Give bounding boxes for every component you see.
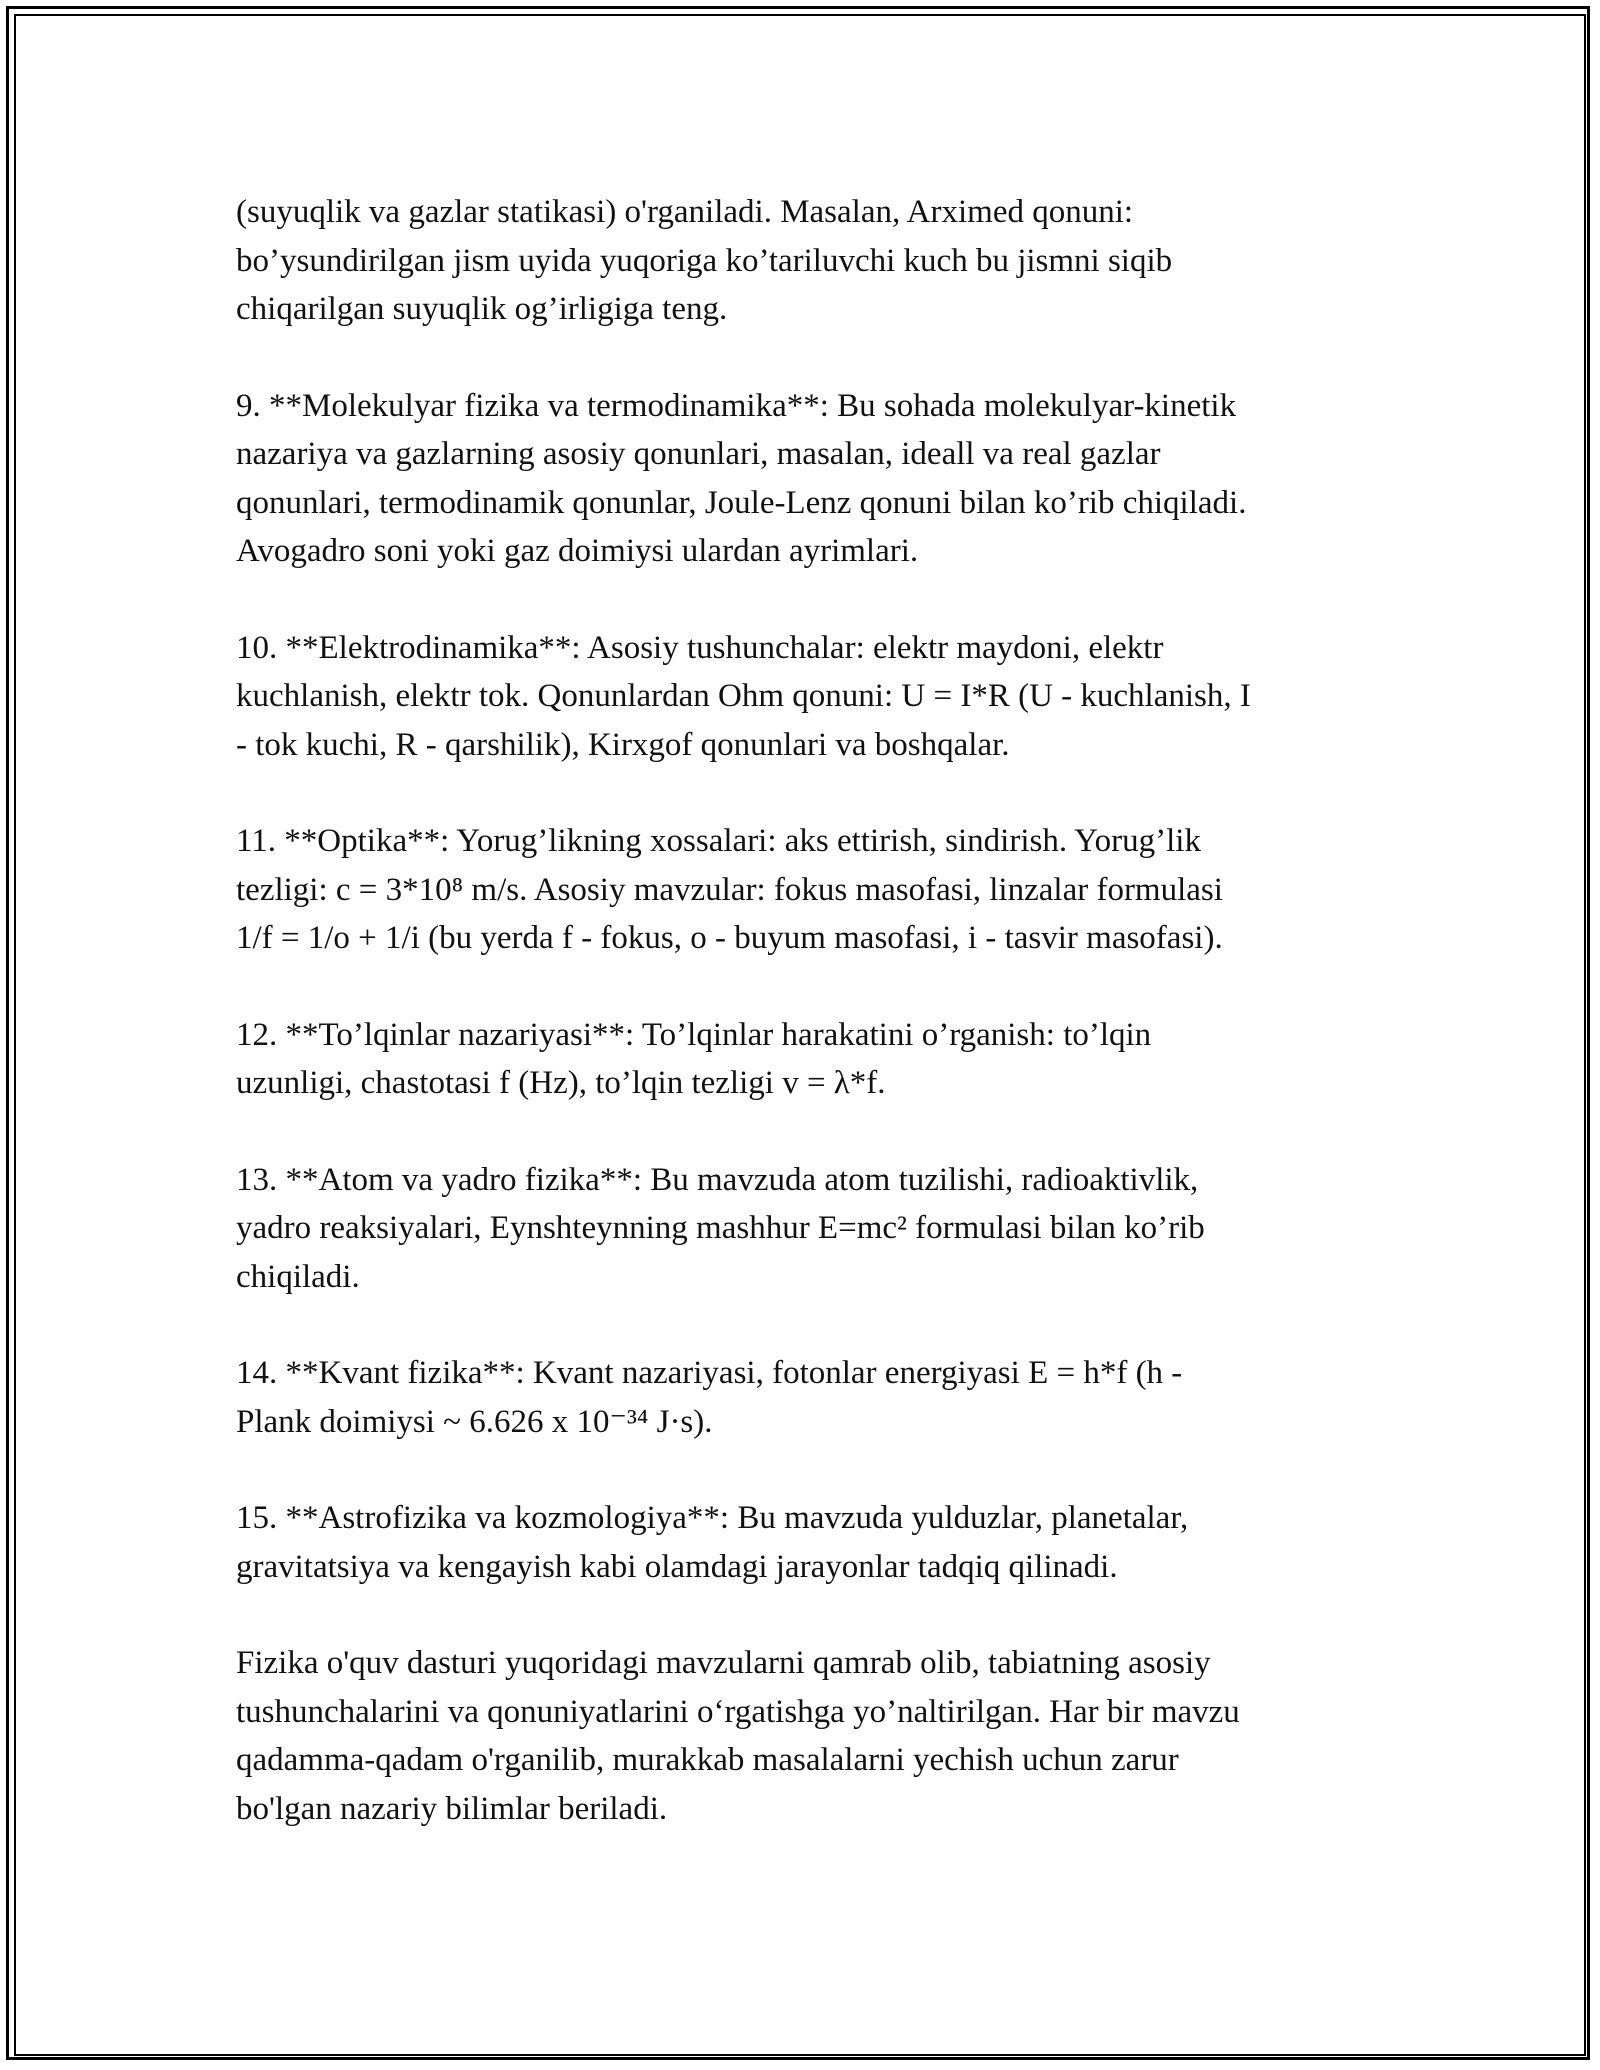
- paragraph-quantum-physics: 14. **Kvant fizika**: Kvant nazariyasi, fotonlar energiyasi E = h*f (h - Plank doimiysi ~ 6.626 x 10⁻³⁴ J·s).: [236, 1355, 1183, 1440]
- document-body: [236, 188, 1386, 1881]
- paragraph-atomic-physics: 13. **Atom va yadro fizika**: Bu mavzuda atom tuzilishi, radioaktivlik, yadro reaksiyalari, Eynshteynning mashhur E=mc² formulasi bilan ko’rib chiqiladi.: [236, 1161, 1205, 1295]
- paragraph-hydrostatics: (suyuqlik va gazlar statikasi) o'rganiladi. Masalan, Arximed qonuni: bo’ysundirilgan jism uyida yuqoriga ko’tariluvchi kuch bu jismni siqib chiqarilgan suyuqlik og’irligiga teng.: [236, 194, 1173, 327]
- paragraph-conclusion: Fizika o'quv dasturi yuqoridagi mavzularni qamrab olib, tabiatning asosiy tushunchalarini va qonuniyatlarini o‘rgatishga yo’naltirilgan. Har bir mavzu qadamma-qadam o'rganilib, murakkab masalalarni yechish uchun zarur bo'lgan nazariy bilimlar beriladi.: [236, 1645, 1240, 1827]
- paragraph-electrodynamics: 10. **Elektrodinamika**: Asosiy tushunchalar: elektr maydoni, elektr kuchlanish, elektr tok. Qonunlardan Ohm qonuni: U = I*R (U - kuchlanish, I - tok kuchi, R - qarshilik), Kirxgof qonunlari va boshqalar.: [236, 629, 1251, 763]
- paragraph-molecular-physics: 9. **Molekulyar fizika va termodinamika**: Bu sohada molekulyar-kinetik nazariya va gazlarning asosiy qonunlari, masalan, ideall va real gazlar qonunlari, termodinamik qonunlar, Joule-Lenz qonuni bilan ko’rib chiqiladi. Avogadro soni yoki gaz doimiysi ulardan ayrimlari.: [236, 387, 1247, 569]
- paragraph-astrophysics: 15. **Astrofizika va kozmologiya**: Bu mavzuda yulduzlar, planetalar, gravitatsiya va kengayish kabi olamdagi jarayonlar tadqiq qilinadi.: [236, 1500, 1189, 1585]
- paragraph-wave-theory: 12. **To’lqinlar nazariyasi**: To’lqinlar harakatini o’rganish: to’lqin uzunligi, chastotasi f (Hz), to’lqin tezligi v = λ*f.: [236, 1016, 1152, 1101]
- paragraph-optics: 11. **Optika**: Yorug’likning xossalari: aks ettirish, sindirish. Yorug’lik tezligi: c = 3*10⁸ m/s. Asosiy mavzular: fokus masofasi, linzalar formulasi 1/f = 1/o + 1/i (bu yerda f - fokus, o - buyum masofasi, i - tasvir masofasi).: [236, 823, 1223, 956]
